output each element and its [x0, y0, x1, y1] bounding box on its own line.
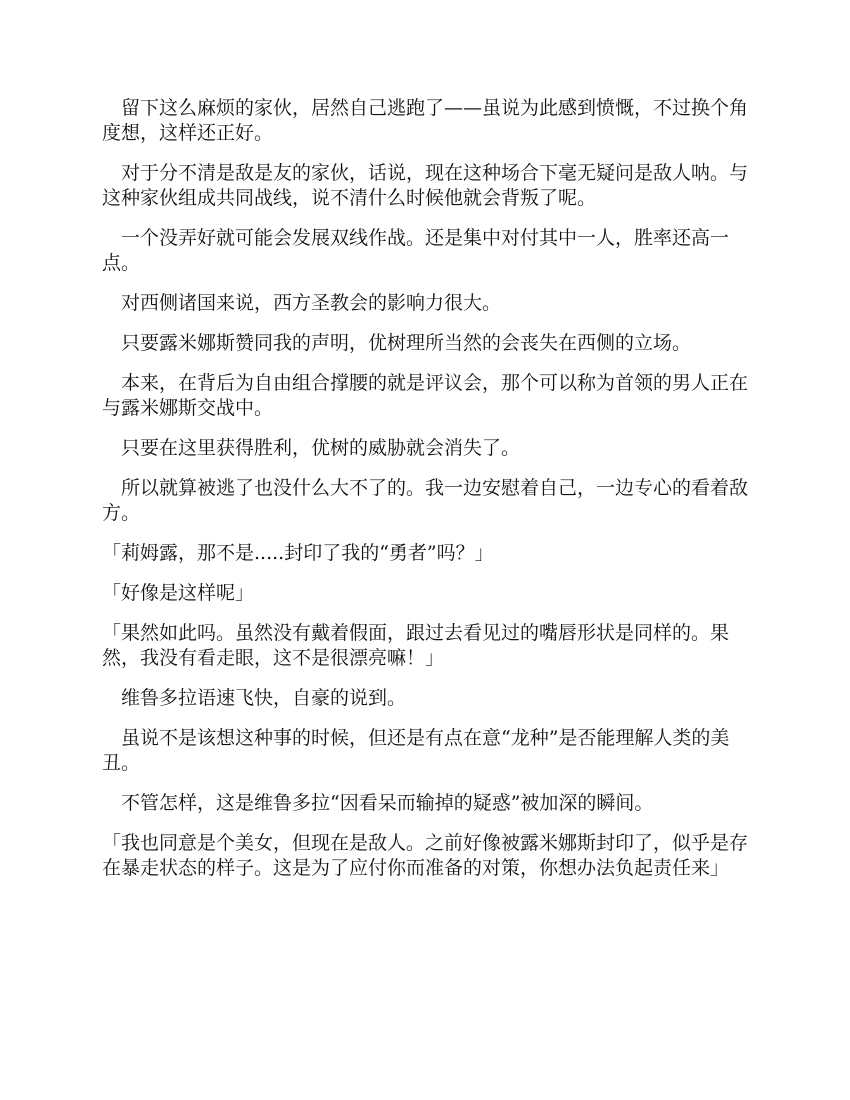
dialogue-line: 「我也同意是个美女，但现在是敌人。之前好像被露米娜斯封印了，似乎是存在暴走状态的样子。这是为了应付你而准备的对策，你想办法负起责任来」	[102, 832, 749, 879]
paragraph: 留下这么麻烦的家伙，居然自己逃跑了——虽说为此感到愤慨，不过换个角度想，这样还正好。	[102, 97, 749, 144]
paragraph: 所以就算被逃了也没什么大不了的。我一边安慰着自己，一边专心的看着敌方。	[102, 477, 749, 524]
dialogue-line: 「好像是这样呢」	[102, 582, 255, 604]
paragraph: 只要在这里获得胜利，优树的威胁就会消失了。	[102, 437, 521, 459]
dialogue-line: 「莉姆露，那不是.....封印了我的“勇者”吗？」	[102, 542, 494, 564]
paragraph: 对于分不清是敌是友的家伙，话说，现在这种场合下毫无疑问是敌人呐。与这种家伙组成共同战线，说不清什么时候他就会背叛了呢。	[102, 162, 749, 209]
paragraph: 不管怎样，这是维鲁多拉“因看呆而输掉的疑惑”被加深的瞬间。	[102, 792, 654, 814]
paragraph: 对西侧诸国来说，西方圣教会的影响力很大。	[102, 292, 502, 314]
paragraph: 虽说不是该想这种事的时候，但还是有点在意“龙种”是否能理解人类的美丑。	[102, 727, 730, 774]
paragraph: 本来，在背后为自由组合撑腰的就是评议会，那个可以称为首领的男人正在与露米娜斯交战中。	[102, 372, 749, 419]
document-body	[102, 96, 748, 896]
paragraph: 只要露米娜斯赞同我的声明，优树理所当然的会丧失在西侧的立场。	[102, 332, 692, 354]
dialogue-line: 「果然如此吗。虽然没有戴着假面，跟过去看见过的嘴唇形状是同样的。果然，我没有看走眼，这不是很漂亮嘛！」	[102, 622, 730, 669]
paragraph: 维鲁多拉语速飞快，自豪的说到。	[102, 687, 407, 709]
paragraph: 一个没弄好就可能会发展双线作战。还是集中对付其中一人，胜率还高一点。	[102, 227, 730, 274]
